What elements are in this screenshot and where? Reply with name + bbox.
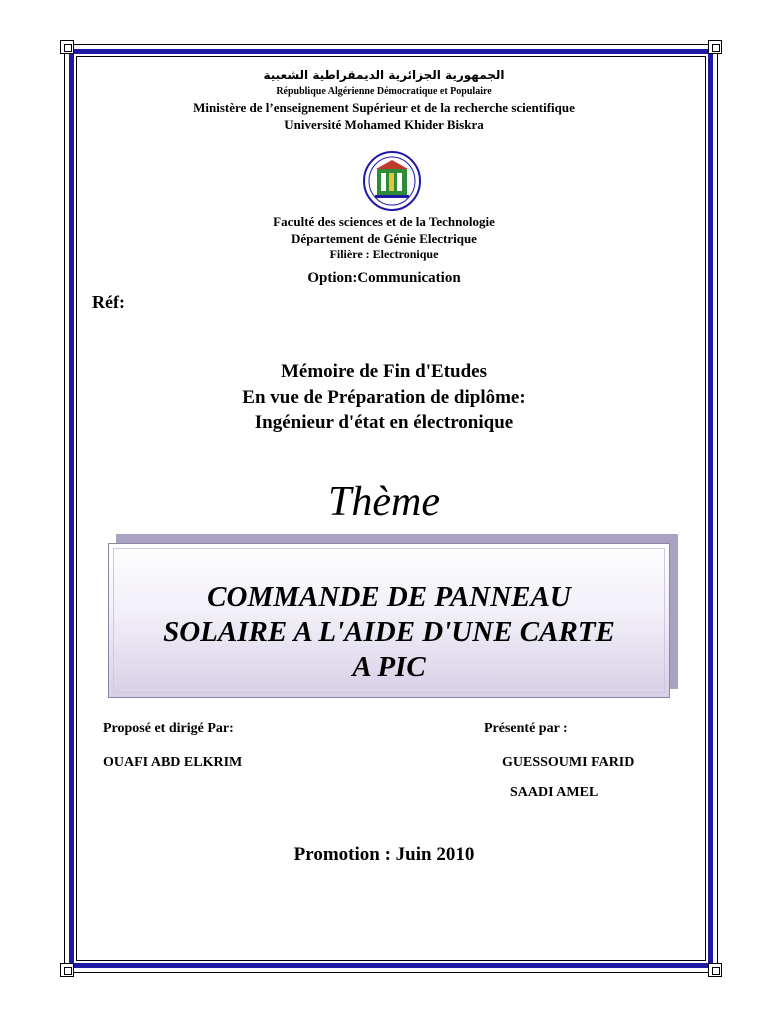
corner-ornament-top-right [708,40,722,54]
faculty-line: Faculté des sciences et de la Technologie [273,214,495,229]
memoire-purpose: En vue de Préparation de diplôme: [242,387,526,408]
university-line: Université Mohamed Khider Biskra [284,117,484,132]
student-name-1: GUESSOUMI FARID [502,755,635,770]
project-title-line-1: COMMANDE DE PANNEAU [207,581,571,613]
corner-ornament-bottom-left [60,963,74,977]
title-box [108,543,670,698]
department-line: Département de Génie Electrique [291,231,477,246]
option-line: Option:Communication [307,270,461,286]
university-seal-icon [362,150,422,212]
student-name-2: SAADI AMEL [510,785,599,800]
reference-label: Réf: [92,292,125,312]
memoire-degree: Ingénieur d'état en électronique [254,412,514,433]
theme-heading: Thème [328,479,440,525]
supervisor-name: OUAFI ABD ELKRIM [103,755,243,770]
supervisor-label: Proposé et dirigé Par: [103,721,234,736]
republic-line: République Algérienne Démocratique et Populaire [276,86,492,97]
memoire-title: Mémoire de Fin d'Etudes [280,361,487,382]
filiere-line: Filière : Electronique [329,247,439,261]
project-title-line-2: SOLAIRE A L'AIDE D'UNE CARTE [163,616,615,648]
ministry-line: Ministère de l’enseignement Supérieur et de la recherche scientifique [193,100,575,115]
presenters-label: Présenté par : [484,721,568,736]
project-title-line-3: A PIC [352,651,426,683]
promotion-line: Promotion : Juin 2010 [293,844,475,865]
arabic-republic-line: الجمهورية الجزائرية الديمقراطية الشعبية [263,68,505,82]
corner-ornament-top-left [60,40,74,54]
corner-ornament-bottom-right [708,963,722,977]
